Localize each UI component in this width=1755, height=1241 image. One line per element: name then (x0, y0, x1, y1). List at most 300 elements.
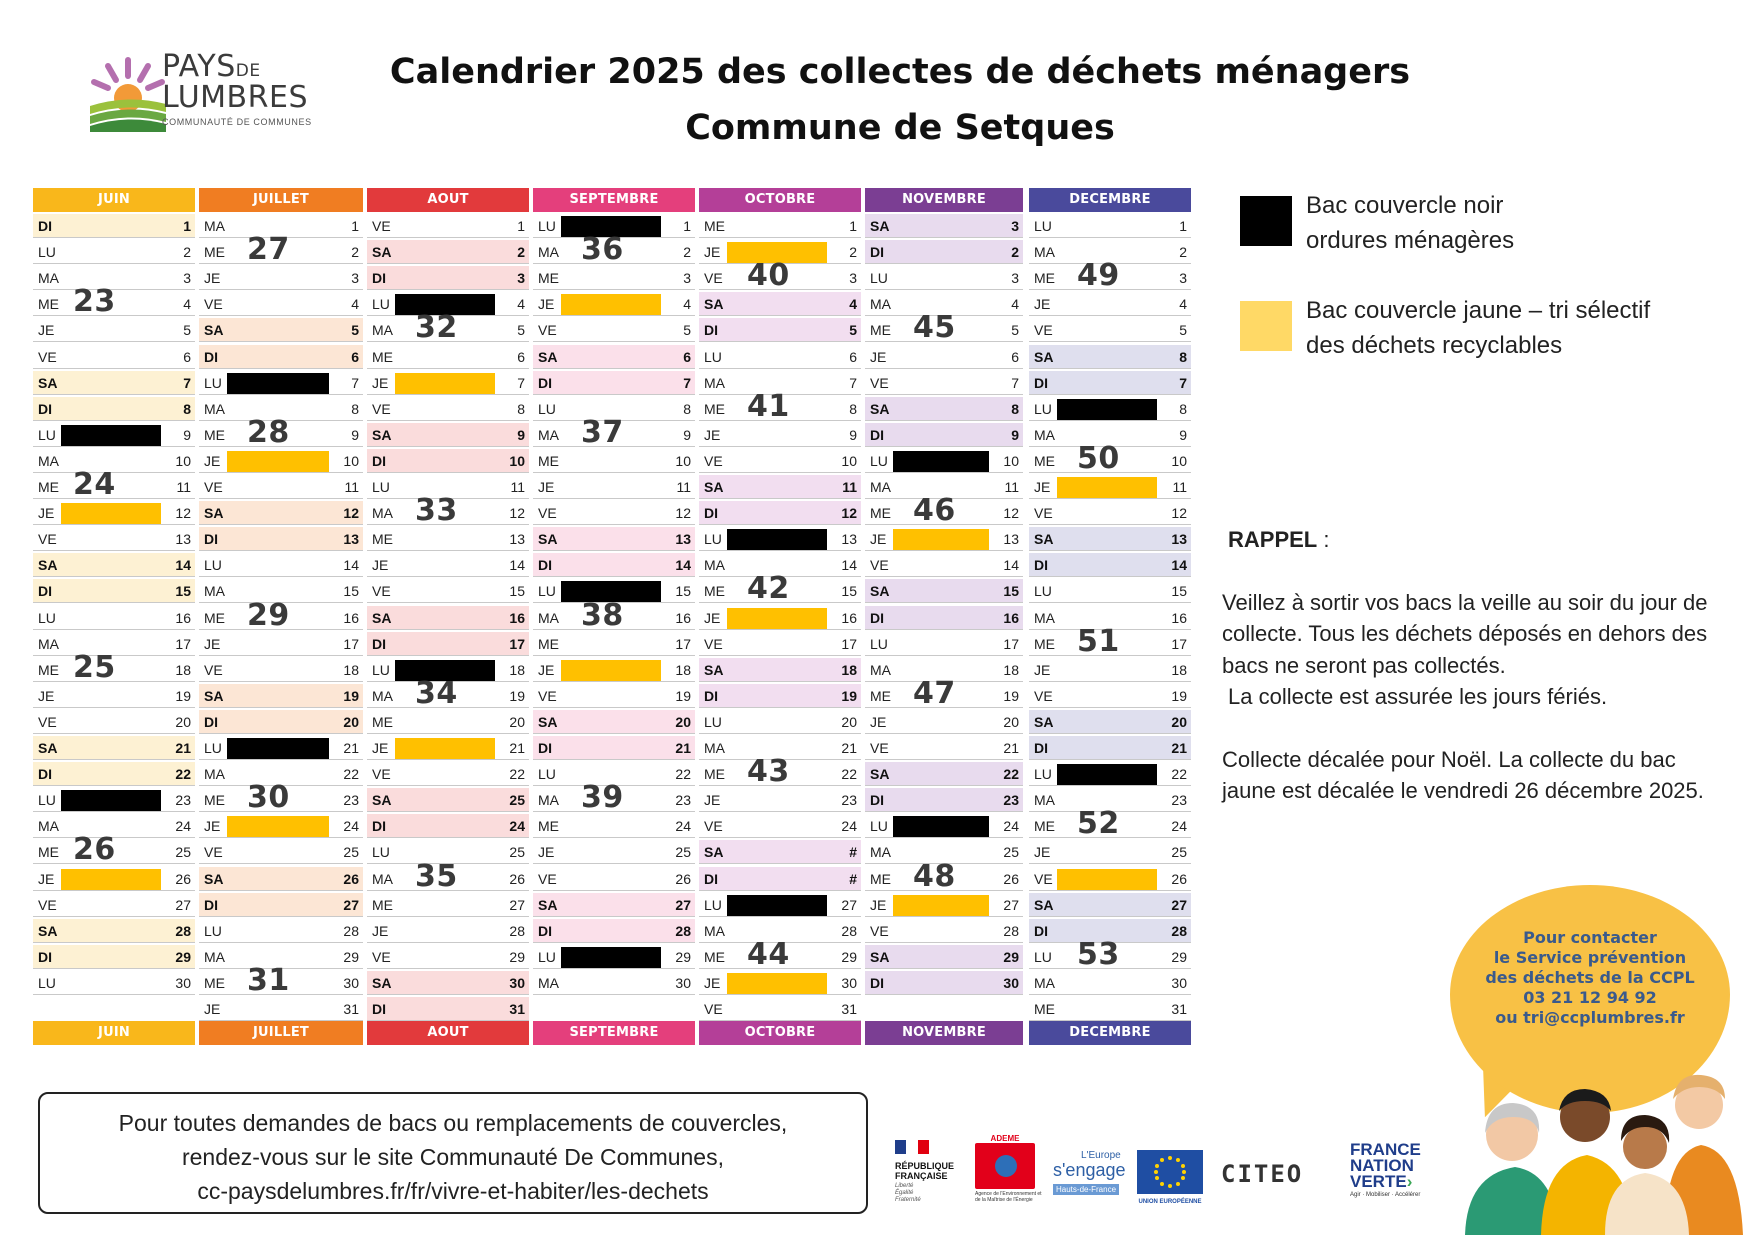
day-name: LU (704, 713, 722, 730)
day-name: MA (1034, 974, 1055, 991)
fnv-line1: FRANCE (1350, 1140, 1421, 1159)
day-row (199, 345, 363, 369)
day-row (699, 292, 861, 316)
day-number: 9 (683, 426, 691, 443)
day-number: 11 (344, 479, 359, 495)
black-bin-swatch (1240, 196, 1292, 246)
day-number: 30 (175, 974, 191, 991)
day-number: 24 (1171, 818, 1187, 835)
day-name: JE (704, 426, 721, 443)
day-name: ME (704, 400, 725, 417)
day-row (533, 736, 695, 760)
day-row (1029, 762, 1191, 786)
black-bin-collection-marker (61, 790, 161, 811)
day-name: DI (538, 740, 552, 756)
day-row (33, 501, 195, 525)
day-name: ME (204, 609, 225, 626)
day-name: VE (538, 505, 557, 522)
day-name: ME (538, 452, 559, 469)
day-number: 5 (849, 322, 857, 339)
day-row (199, 867, 363, 891)
day-number: 21 (1003, 740, 1019, 756)
day-number: 23 (675, 792, 691, 809)
day-number: 24 (1003, 818, 1019, 835)
day-number: 30 (509, 974, 525, 991)
day-row (865, 971, 1023, 995)
day-number: 27 (1003, 896, 1019, 913)
day-name: MA (372, 870, 393, 887)
day-name: VE (372, 948, 391, 965)
day-row (199, 475, 363, 499)
day-name: MA (538, 974, 559, 991)
contact-line3: des déchets de la CCPL (1485, 968, 1695, 987)
day-number: 26 (175, 870, 191, 887)
day-name: MA (38, 452, 59, 469)
day-name: SA (372, 792, 392, 809)
day-name: LU (38, 792, 56, 809)
day-row (865, 266, 1023, 290)
day-name: JE (704, 609, 721, 626)
day-row (367, 710, 529, 734)
day-number: 18 (841, 661, 857, 678)
day-number: 22 (1003, 766, 1019, 783)
day-name: MA (704, 557, 725, 574)
day-number: 6 (517, 348, 525, 365)
rf-line1: RÉPUBLIQUE (895, 1161, 955, 1171)
day-number: 29 (509, 948, 525, 965)
month-footer: DECEMBRE (1029, 1021, 1191, 1045)
day-row (367, 919, 529, 943)
day-number: 15 (343, 583, 359, 600)
day-number: 29 (1171, 948, 1187, 965)
page-title (380, 44, 1420, 156)
week-number: 37 (581, 414, 624, 450)
day-row (1029, 501, 1191, 525)
day-number: 12 (343, 505, 359, 522)
day-row (865, 710, 1023, 734)
day-name: SA (204, 322, 224, 339)
month-footer: JUIN (33, 1021, 195, 1045)
day-row (865, 606, 1023, 630)
yellow-bin-collection-marker (561, 660, 661, 681)
logo-subtitle: COMMUNAUTÉ DE COMMUNES (162, 117, 312, 127)
title-line1: Calendrier 2025 des collectes de déchets ménagers (389, 52, 1411, 92)
day-number: 25 (1171, 844, 1187, 861)
day-number: 14 (1171, 557, 1187, 574)
day-name: SA (704, 479, 724, 495)
day-number: 8 (517, 400, 525, 417)
week-number: 23 (73, 284, 116, 320)
day-name: JE (38, 687, 55, 704)
day-number: 18 (1171, 661, 1187, 678)
week-number: 30 (247, 780, 290, 816)
reminder-section (1222, 524, 1732, 807)
day-row (199, 292, 363, 316)
yellow-bin-collection-marker (1057, 477, 1157, 498)
day-name: MA (204, 948, 225, 965)
day-name: VE (870, 557, 889, 574)
day-row (367, 893, 529, 917)
legend-yellow-line1: Bac couvercle jaune – tri sélectif (1306, 297, 1651, 324)
day-number: 15 (509, 583, 525, 600)
day-name: MA (204, 218, 225, 234)
europe-hauts-de-france-logo (1053, 1150, 1145, 1200)
day-number: 22 (343, 766, 359, 783)
day-name: SA (372, 974, 392, 991)
day-row (533, 527, 695, 551)
day-number: 25 (509, 792, 525, 809)
yellow-bin-collection-marker (727, 608, 827, 629)
day-number: 2 (183, 244, 191, 261)
day-name: MA (372, 322, 393, 339)
day-name: DI (1034, 922, 1048, 939)
day-row (1029, 840, 1191, 864)
day-row (865, 945, 1023, 969)
day-row (367, 423, 529, 447)
day-number: 7 (849, 374, 857, 391)
day-name: JE (704, 244, 721, 261)
day-number: 14 (175, 557, 191, 574)
day-number: 25 (675, 844, 691, 861)
day-name: DI (38, 400, 52, 417)
day-name: SA (1034, 531, 1054, 548)
day-row (33, 579, 195, 603)
day-number: 27 (343, 896, 359, 913)
day-number: 19 (675, 687, 691, 704)
fnv-line4: Agir · Mobiliser · Accélérer (1350, 1192, 1421, 1198)
day-number: 22 (175, 766, 191, 783)
day-name: DI (38, 766, 52, 783)
day-row (199, 318, 363, 342)
day-name: VE (38, 531, 57, 548)
day-number: 29 (1003, 948, 1019, 965)
day-number: 10 (841, 452, 857, 469)
day-number: 13 (1171, 531, 1187, 548)
day-number: 9 (351, 426, 359, 443)
day-name: VE (704, 1001, 723, 1017)
day-name: LU (704, 896, 722, 913)
day-name: JE (1034, 479, 1051, 495)
day-number: 21 (841, 740, 857, 756)
day-name: VE (204, 479, 223, 495)
day-name: VE (38, 348, 57, 365)
yellow-bin-collection-marker (61, 869, 161, 890)
day-name: JE (204, 635, 221, 652)
day-row (1029, 397, 1191, 421)
day-number: 22 (675, 766, 691, 783)
day-name: VE (870, 740, 889, 756)
day-row (699, 710, 861, 734)
day-row (367, 579, 529, 603)
day-number: 18 (343, 661, 359, 678)
day-name: ME (870, 687, 891, 704)
contact-email[interactable]: ou tri@ccplumbres.fr (1495, 1008, 1685, 1027)
day-name: LU (870, 635, 888, 652)
day-name: SA (372, 244, 392, 261)
day-number: 7 (1011, 374, 1019, 391)
day-number: 15 (1171, 583, 1187, 600)
day-name: SA (1034, 896, 1054, 913)
day-name: MA (704, 374, 725, 391)
day-number: 8 (683, 400, 691, 417)
day-number: 27 (509, 896, 525, 913)
day-row (33, 397, 195, 421)
day-row (367, 371, 529, 395)
day-number: 24 (841, 818, 857, 835)
day-number: 10 (343, 452, 359, 469)
day-row (865, 919, 1023, 943)
day-name: ME (204, 426, 225, 443)
eu-label: UNION EUROPÉENNE (1138, 1199, 1202, 1205)
day-row (865, 579, 1023, 603)
day-row (699, 814, 861, 838)
day-name: VE (372, 400, 391, 417)
day-name: MA (538, 792, 559, 809)
day-name: LU (38, 426, 56, 443)
day-name: DI (538, 374, 552, 391)
day-name: SA (870, 766, 890, 783)
legend-black-line2: ordures ménagères (1306, 227, 1515, 254)
day-row (367, 632, 529, 656)
day-number: 15 (675, 583, 691, 600)
day-name: MA (1034, 609, 1055, 626)
day-name: SA (870, 218, 890, 234)
day-name: MA (38, 270, 59, 287)
day-number: 5 (351, 322, 359, 339)
ademe-logo (975, 1134, 1055, 1220)
week-number: 46 (913, 493, 956, 529)
day-row (199, 684, 363, 708)
day-name: VE (1034, 870, 1053, 887)
day-name: ME (204, 244, 225, 261)
day-name: JE (538, 296, 555, 313)
day-number: # (849, 844, 857, 861)
day-name: VE (1034, 505, 1053, 522)
day-row (865, 240, 1023, 264)
day-number: 16 (343, 609, 359, 626)
yellow-bin-collection-marker (727, 973, 827, 994)
day-number: 26 (1003, 870, 1019, 887)
week-number: 39 (581, 780, 624, 816)
day-name: LU (38, 244, 56, 261)
day-row (1029, 710, 1191, 734)
day-name: ME (38, 661, 59, 678)
day-name: SA (538, 531, 558, 548)
day-number: 27 (841, 896, 857, 913)
day-number: 13 (675, 531, 691, 548)
day-name: JE (204, 818, 221, 835)
day-number: 7 (517, 374, 525, 391)
day-number: 11 (1172, 479, 1187, 495)
day-number: 30 (343, 974, 359, 991)
day-row (367, 736, 529, 760)
request-website-link[interactable]: cc-paysdelumbres.fr/fr/vivre-et-habiter/les-dechets (197, 1178, 709, 1204)
month-header: JUILLET (199, 188, 363, 212)
day-number: 3 (1011, 270, 1019, 287)
week-number: 50 (1077, 440, 1120, 476)
day-name: VE (38, 896, 57, 913)
day-row (865, 214, 1023, 238)
day-name: LU (538, 948, 556, 965)
day-name: MA (870, 661, 891, 678)
day-row (699, 423, 861, 447)
day-row (199, 632, 363, 656)
day-name: VE (538, 687, 557, 704)
day-number: 29 (675, 948, 691, 965)
day-name: VE (704, 818, 723, 835)
ademe-label: ADEME (990, 1134, 1020, 1143)
day-row (367, 397, 529, 421)
day-number: 22 (841, 766, 857, 783)
day-row (533, 945, 695, 969)
day-number: 21 (1171, 740, 1187, 756)
day-number: 19 (841, 687, 857, 704)
day-number: 25 (509, 844, 525, 861)
day-name: ME (704, 583, 725, 600)
day-name: VE (870, 922, 889, 939)
day-name: VE (372, 583, 391, 600)
day-number: 13 (1003, 531, 1019, 548)
title-line2: Commune de Setques (685, 108, 1115, 148)
day-row (533, 658, 695, 682)
day-row (699, 840, 861, 864)
week-number: 26 (73, 832, 116, 868)
day-number: 4 (517, 296, 525, 313)
black-bin-collection-marker (61, 425, 161, 446)
month-footer: AOUT (367, 1021, 529, 1045)
day-number: 23 (841, 792, 857, 809)
day-number: 8 (1011, 400, 1019, 417)
day-name: ME (704, 948, 725, 965)
day-name: ME (870, 322, 891, 339)
day-name: VE (204, 844, 223, 861)
day-row (865, 762, 1023, 786)
day-number: 19 (1171, 687, 1187, 704)
day-number: 26 (1171, 870, 1187, 887)
day-row (699, 997, 861, 1021)
contact-line2: le Service prévention (1493, 948, 1687, 967)
week-number: 36 (581, 232, 624, 268)
day-row (367, 266, 529, 290)
ademe-emblem (975, 1143, 1035, 1189)
day-name: DI (704, 505, 718, 522)
day-number: 15 (175, 583, 191, 600)
day-number: 6 (183, 348, 191, 365)
day-name: JE (870, 348, 887, 365)
week-number: 53 (1077, 936, 1120, 972)
day-name: SA (704, 661, 724, 678)
reminder-paragraph-1: Veillez à sortir vos bacs la veille au soir du jour de collecte. Tous les déchets déposés en dehors des bacs ne seront pas collectés. (1222, 589, 1708, 678)
day-name: DI (870, 244, 884, 261)
day-number: 23 (343, 792, 359, 809)
day-name: SA (538, 896, 558, 913)
day-number: 12 (175, 505, 191, 522)
black-bin-collection-marker (727, 895, 827, 916)
day-number: 3 (849, 270, 857, 287)
day-name: JE (704, 792, 721, 809)
day-row (865, 397, 1023, 421)
day-number: 4 (1179, 296, 1187, 313)
day-name: MA (704, 922, 725, 939)
day-row (865, 553, 1023, 577)
day-number: 20 (1171, 713, 1187, 730)
day-name: ME (372, 531, 393, 548)
month-footer: OCTOBRE (699, 1021, 861, 1045)
day-row (533, 371, 695, 395)
day-name: DI (204, 896, 218, 913)
black-bin-collection-marker (227, 738, 329, 759)
day-row (367, 997, 529, 1021)
rf-motto2: Égalité (895, 1190, 914, 1196)
day-number: 13 (509, 531, 525, 548)
day-name: LU (372, 479, 390, 495)
reminder-title: RAPPEL (1228, 527, 1318, 552)
republique-francaise-logo (895, 1140, 965, 1210)
yellow-bin-collection-marker (893, 529, 989, 550)
logo-title-line2: LUMBRES (162, 80, 308, 115)
day-name: VE (538, 322, 557, 339)
day-name: LU (372, 661, 390, 678)
day-name: DI (38, 948, 52, 965)
day-name: JE (372, 922, 389, 939)
day-row (699, 475, 861, 499)
day-number: 2 (683, 244, 691, 261)
day-name: SA (870, 400, 890, 417)
day-name: SA (38, 740, 58, 756)
day-row (533, 449, 695, 473)
request-line2: rendez-vous sur le site Communauté De Communes, (181, 1144, 724, 1170)
day-number: 11 (510, 479, 525, 495)
contact-phone[interactable]: 03 21 12 94 92 (1523, 988, 1657, 1007)
month-column-octobre (699, 188, 861, 1048)
day-number: 21 (175, 740, 191, 756)
day-number: 8 (351, 400, 359, 417)
day-name: JE (538, 844, 555, 861)
week-number: 25 (73, 649, 116, 685)
day-row (865, 632, 1023, 656)
week-number: 52 (1077, 806, 1120, 842)
week-number: 47 (913, 675, 956, 711)
day-row (367, 240, 529, 264)
day-name: DI (372, 635, 386, 652)
day-name: VE (1034, 687, 1053, 704)
day-name: LU (704, 531, 722, 548)
day-name: DI (38, 218, 52, 234)
day-number: 24 (343, 818, 359, 835)
day-number: 19 (509, 687, 525, 704)
day-row (199, 736, 363, 760)
day-row (1029, 345, 1191, 369)
day-name: DI (1034, 740, 1048, 756)
day-name: SA (38, 557, 58, 574)
month-header: NOVEMBRE (865, 188, 1023, 212)
day-number: 8 (1179, 400, 1187, 417)
day-row (533, 919, 695, 943)
day-name: DI (538, 557, 552, 574)
day-row (533, 292, 695, 316)
day-number: 18 (509, 661, 525, 678)
day-name: LU (372, 844, 390, 861)
day-number: 5 (183, 322, 191, 339)
reminder-paragraph-2: La collecte est assurée les jours fériés. (1228, 684, 1608, 709)
day-name: SA (704, 296, 724, 313)
day-number: 31 (1171, 1001, 1187, 1017)
day-row (33, 684, 195, 708)
day-number: 29 (175, 948, 191, 965)
day-name: SA (38, 374, 58, 391)
day-row (699, 971, 861, 995)
day-number: 19 (1003, 687, 1019, 704)
